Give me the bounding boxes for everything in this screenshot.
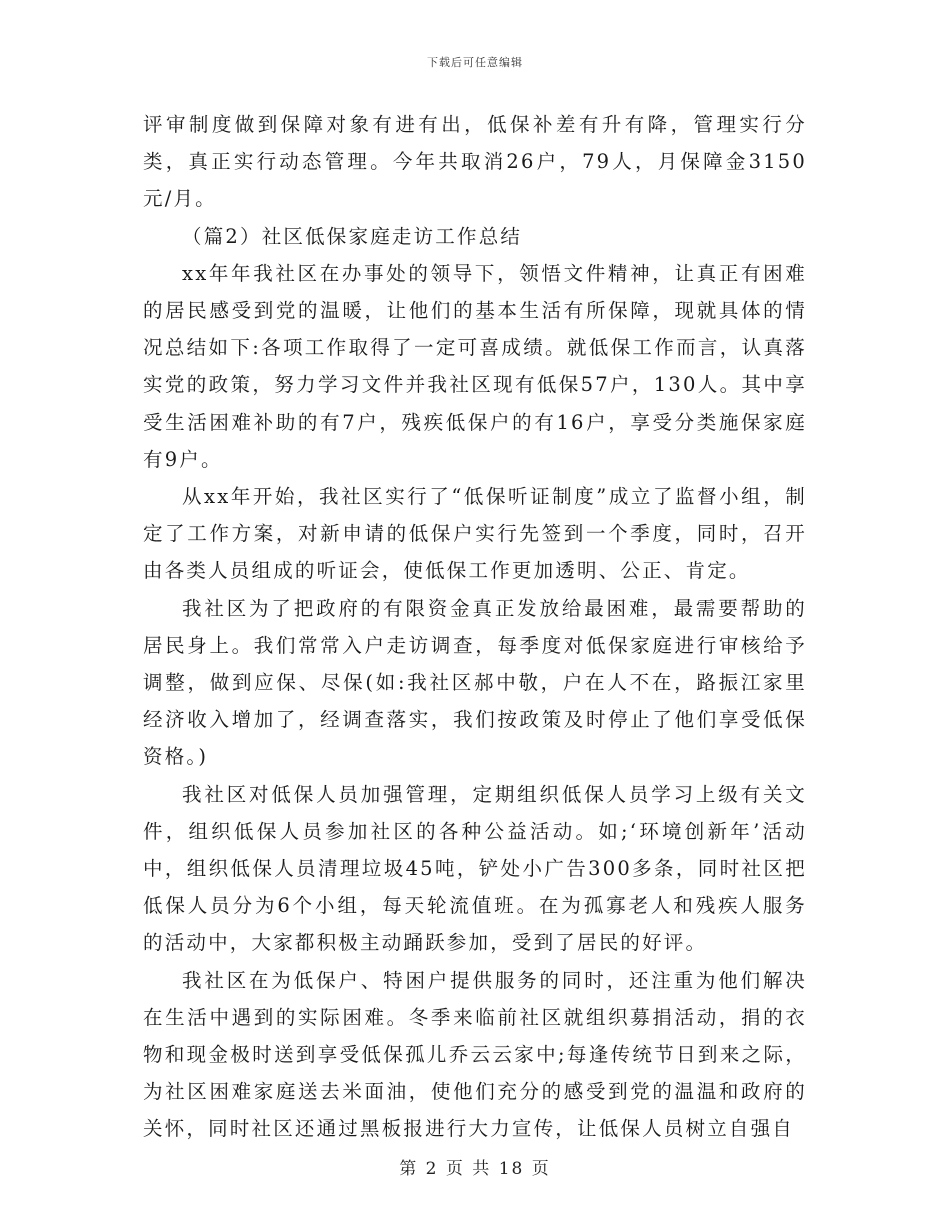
paragraph-management: 我社区对低保人员加强管理，定期组织低保人员学习上级有关文件，组织低保人员参加社区的各种公益活动。如;‘环境创新年’活动中，组织低保人员清理垃圾45吨，铲处小广告300多条，同时社区把低保人员分为6个小组，每天轮流值班。在为孤寡老人和残疾人服务的活动中，大家都积极主动踊跃参加，受到了居民的好评。: [143, 782, 807, 955]
paragraph-services: 我社区在为低保户、特困户提供服务的同时，还注重为他们解决在生活中遇到的实际困难。冬季来临前社区就组织募捐活动，捐的衣物和现金极时送到享受低保孤儿乔云云家中;每逢传统节日到来之际，为社区困难家庭送去米面油，使他们充分的感受到党的温温和政府的关怀，同时社区还通过黑板报进行大力宣传，让低保人员树立自强自: [143, 968, 807, 1141]
paragraph-continuation: 评审制度做到保障对象有进有出，低保补差有升有降，管理实行分类，真正实行动态管理。今年共取消26户，79人，月保障金3150元/月。: [143, 113, 807, 211]
paragraph-hearing-system: 从xx年开始，我社区实行了“低保听证制度”成立了监督小组，制定了工作方案，对新申请的低保户实行先签到一个季度，同时，召开由各类人员组成的听证会，使低保工作更加透明、公正、肯定。: [143, 485, 807, 583]
paragraph-household-visits: 我社区为了把政府的有限资金真正发放给最困难，最需要帮助的居民身上。我们常常入户走访调查，每季度对低保家庭进行审核给予调整，做到应保、尽保(如:我社区郝中敬，户在人不在，路振江家里经济收入增加了，经调查落实，我们按政策及时停止了他们享受低保资格。): [143, 596, 807, 769]
page-header-note: 下载后可任意编辑: [427, 56, 523, 69]
paragraph-summary-intro: xx年年我社区在办事处的领导下，领悟文件精神，让真正有困难的居民感受到党的温暖，让他们的基本生活有所保障，现就具体的情况总结如下:各项工作取得了一定可喜成绩。就低保工作而言，认真落实党的政策，努力学习文件并我社区现有低保57户，130人。其中享受生活困难补助的有7户，残疾低保户的有16户，享受分类施保家庭有9户。: [143, 261, 807, 471]
document-body: [143, 106, 807, 1148]
page-number-footer: 第 2 页 共 18 页: [399, 1159, 551, 1179]
section-title: （篇2）社区低保家庭走访工作总结: [182, 224, 523, 248]
